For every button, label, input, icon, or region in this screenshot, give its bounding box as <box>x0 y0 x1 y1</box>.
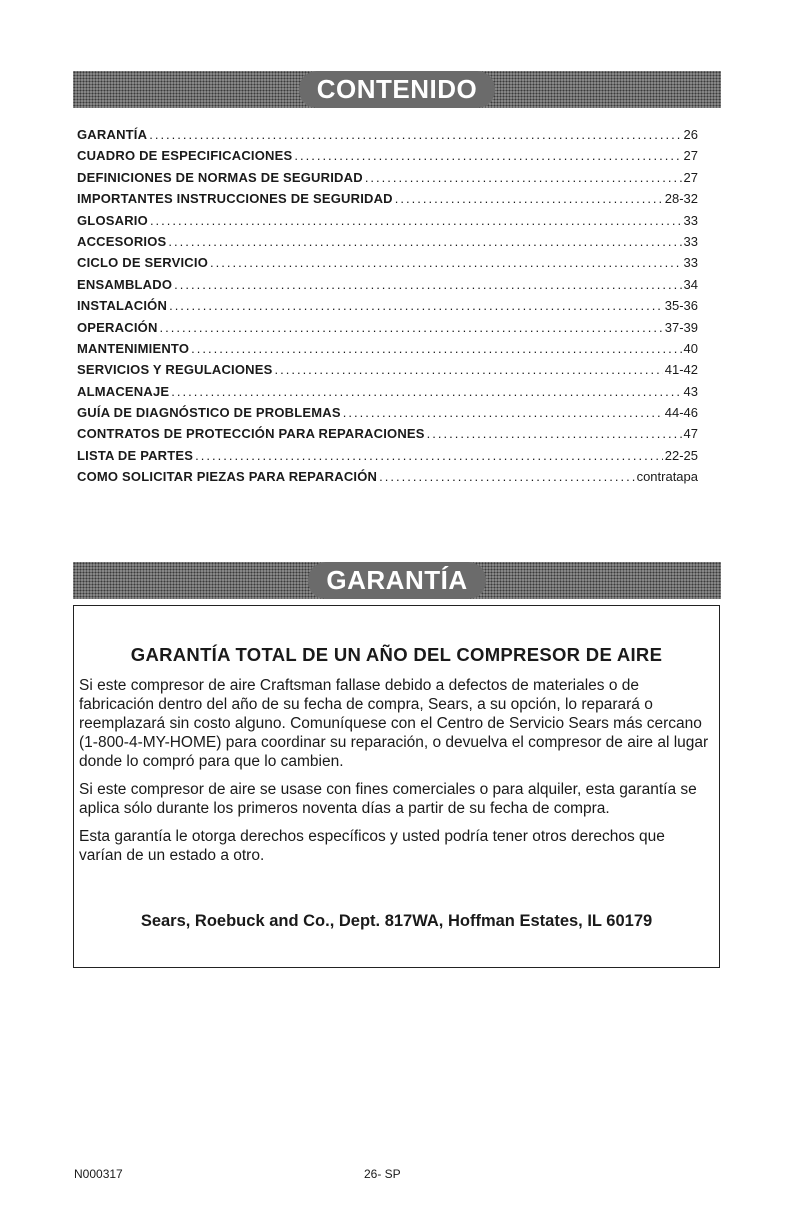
toc-entry-page: 43 <box>683 383 698 399</box>
toc-dot-leader <box>160 320 663 335</box>
toc-entry <box>77 170 698 191</box>
warranty-address: Sears, Roebuck and Co., Dept. 817WA, Hoffman Estates, IL 60179 <box>140 912 653 930</box>
toc-entry-page: 41-42 <box>664 362 698 378</box>
toc-entry-title: GARANTÍA <box>77 127 148 142</box>
toc-entry-page: 44-46 <box>664 405 698 421</box>
toc-entry <box>77 255 698 276</box>
toc-entry <box>77 384 698 405</box>
toc-entry <box>77 148 698 169</box>
warranty-paragraph: Si este compresor de aire se usase con fines comerciales o para alquiler, esta garantía se aplica sólo durante los primeros noventa días a partir de su fecha de compra. <box>79 781 697 817</box>
toc-entry <box>77 448 698 469</box>
contents-banner <box>73 71 721 108</box>
toc-dot-leader <box>395 191 663 206</box>
warranty-paragraph: Si este compresor de aire Craftsman fallase debido a defectos de materiales o de fabricación dentro del año de su fecha de compra, Sears, a su opción, lo reparará o reemplazará sin costo alguno. Comuníquese con el Centro de Servicio Sears más cercano (1-800-4-MY-HOME) para coordinar su reparación, o devuelva el compresor de aire al lugar donde lo compró para que lo cambien. <box>79 677 709 770</box>
toc-entry-page: 33 <box>683 255 698 271</box>
toc-entry-title: ALMACENAJE <box>77 383 170 399</box>
toc-dot-leader <box>343 405 663 420</box>
toc-entry-title: LISTA DE PARTES <box>77 447 194 463</box>
toc-entry <box>77 127 698 148</box>
toc-dot-leader <box>169 298 663 313</box>
toc-entry <box>77 341 698 362</box>
contents-heading-pill <box>299 71 496 108</box>
toc-entry-page: 33 <box>683 233 698 249</box>
toc-entry-page: 26 <box>683 127 698 142</box>
toc-entry-page: 34 <box>683 276 698 292</box>
toc-entry <box>77 234 698 255</box>
toc-entry-title: GUÍA DE DIAGNÓSTICO DE PROBLEMAS <box>77 405 341 421</box>
toc-entry-page: 27 <box>683 169 698 185</box>
warranty-paragraph: Esta garantía le otorga derechos específicos y usted podría tener otros derechos que varían de un estado a otro. <box>79 828 665 864</box>
toc-entry <box>77 426 698 447</box>
toc-dot-leader <box>174 277 681 292</box>
toc-entry-title: CUADRO DE ESPECIFICACIONES <box>77 148 293 164</box>
toc-dot-leader <box>210 255 682 270</box>
table-of-contents <box>77 127 698 491</box>
toc-dot-leader <box>168 234 681 249</box>
toc-dot-leader <box>379 469 634 484</box>
toc-entry-page: contratapa <box>636 469 698 485</box>
toc-entry-title: CONTRATOS DE PROTECCIÓN PARA REPARACIONES <box>77 426 425 442</box>
warranty-heading: GARANTÍA <box>326 565 468 595</box>
toc-entry <box>77 405 698 426</box>
warranty-banner <box>73 562 721 599</box>
toc-entry-title: IMPORTANTES INSTRUCCIONES DE SEGURIDAD <box>77 191 393 207</box>
toc-entry-page: 33 <box>683 212 698 228</box>
toc-entry <box>77 277 698 298</box>
toc-entry-page: 40 <box>683 340 698 356</box>
toc-entry-page: 22-25 <box>664 447 698 463</box>
document-code: N000317 <box>74 1167 123 1181</box>
toc-entry-title: ACCESORIOS <box>77 233 167 249</box>
toc-dot-leader <box>294 148 681 163</box>
toc-entry-page: 28-32 <box>664 191 698 207</box>
toc-entry <box>77 213 698 234</box>
toc-entry <box>77 298 698 319</box>
toc-dot-leader <box>171 384 681 399</box>
toc-entry-title: DEFINICIONES DE NORMAS DE SEGURIDAD <box>77 169 363 185</box>
toc-entry <box>77 320 698 341</box>
toc-dot-leader <box>149 127 681 142</box>
toc-dot-leader <box>275 362 663 377</box>
warranty-body <box>79 676 709 874</box>
toc-entry-title: SERVICIOS Y REGULACIONES <box>77 362 273 378</box>
contents-heading: CONTENIDO <box>316 74 478 104</box>
toc-dot-leader <box>195 448 663 463</box>
toc-entry <box>77 362 698 383</box>
toc-entry-page: 47 <box>683 426 698 442</box>
toc-entry-title: CICLO DE SERVICIO <box>77 255 209 271</box>
toc-dot-leader <box>427 426 682 441</box>
toc-entry-title: OPERACIÓN <box>77 319 158 335</box>
toc-entry-page: 37-39 <box>664 319 698 335</box>
warranty-heading-pill <box>308 562 485 599</box>
toc-entry-title: INSTALACIÓN <box>77 298 168 314</box>
toc-entry-title: GLOSARIO <box>77 212 148 228</box>
toc-entry-page: 27 <box>683 148 698 164</box>
toc-entry-title: COMO SOLICITAR PIEZAS PARA REPARACIÓN <box>77 469 378 485</box>
toc-entry-title: ENSAMBLADO <box>77 276 173 292</box>
toc-entry-title: MANTENIMIENTO <box>77 340 190 356</box>
toc-dot-leader <box>365 170 682 185</box>
toc-dot-leader <box>191 341 681 356</box>
toc-dot-leader <box>150 213 682 228</box>
page-number: 26- SP <box>364 1167 401 1181</box>
warranty-title: GARANTÍA TOTAL DE UN AÑO DEL COMPRESOR DE AIRE <box>130 644 663 665</box>
warranty-box <box>73 605 720 968</box>
toc-entry-page: 35-36 <box>664 298 698 314</box>
toc-entry <box>77 191 698 212</box>
toc-entry <box>77 469 698 490</box>
